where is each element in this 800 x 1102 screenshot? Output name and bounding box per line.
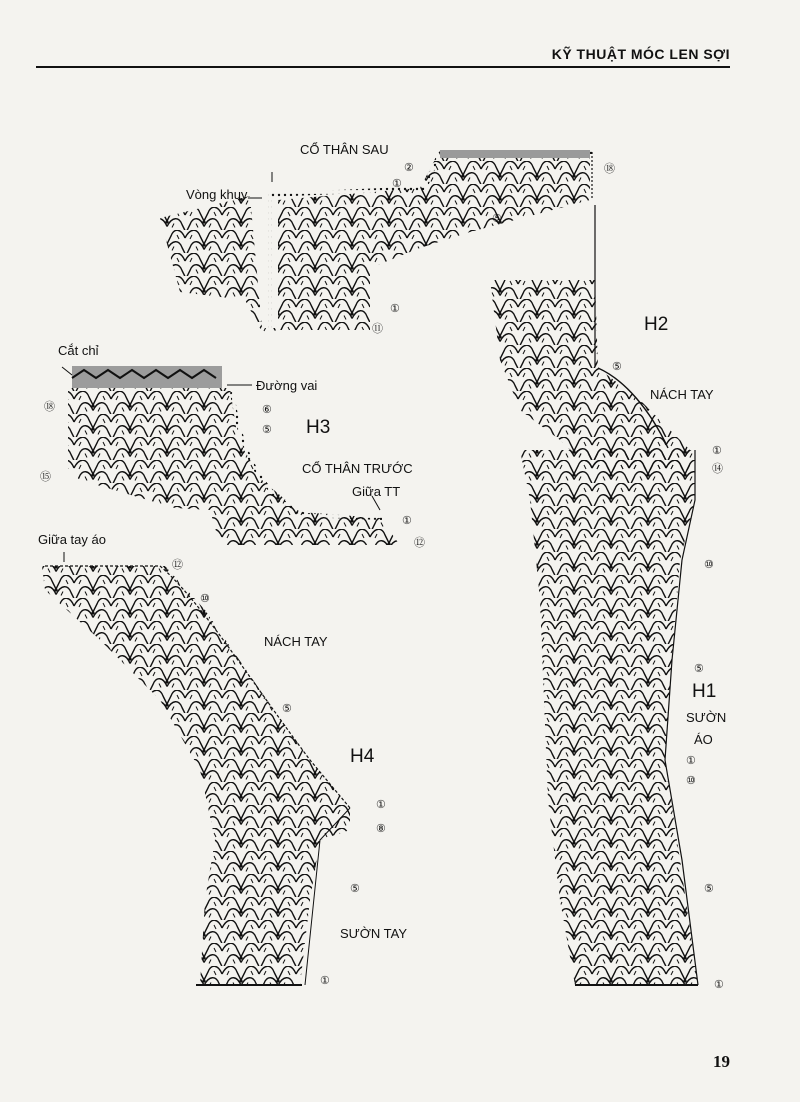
label-vong-khuy: Vòng khuy [186,187,248,202]
row-marker-sleeve-8: ⑧ [376,823,386,835]
h4-sleeve-piece [42,566,350,985]
row-marker-body-5b: ⑤ [694,663,704,675]
row-marker-body-10a: ⑩ [704,559,714,571]
row-marker-body-1c: ① [714,979,724,991]
row-marker-front-18: ⑱ [44,401,55,413]
running-header: KỸ THUẬT MÓC LEN SỢI [551,46,730,62]
row-marker-back-1b: ① [390,303,400,315]
row-marker-body-10b: ⑩ [686,775,696,787]
row-marker-sleeve-5: ⑤ [282,703,292,715]
shaded-edge [440,150,590,158]
label-suon-tay: SƯỜN TAY [340,926,408,941]
row-marker-back-11: ⑪ [372,323,383,335]
row-marker-sleeve-12: ⑫ [172,559,183,571]
row-marker-front-6: ⑥ [262,404,272,416]
label-h4: H4 [350,746,375,767]
label-giua-tay-ao: Giữa tay áo [38,532,106,547]
h3-front-piece [68,366,400,545]
row-marker-back-1: ① [392,178,402,190]
label-nach-tay-right: NÁCH TAY [650,387,714,402]
row-marker-front-1: ① [402,515,412,527]
row-marker-body-5: ⑤ [612,361,622,373]
label-co-than-sau: CỔ THÂN SAU [300,142,389,157]
label-duong-vai: Đường vai [256,378,318,393]
label-h1: H1 [692,681,717,702]
label-suon: SƯỜN [686,710,727,725]
row-marker-body-14: ⑭ [712,463,723,475]
row-marker-back-5: ⑤ [492,213,502,225]
row-marker-front-15: ⑮ [40,471,51,483]
label-ao: ÁO [694,732,713,747]
label-h2: H2 [644,314,669,335]
row-marker-sleeve-1b: ① [320,975,330,987]
h2-body-piece [490,205,690,470]
row-marker-body-1a: ① [712,445,722,457]
row-marker-back-18: ⑱ [604,163,615,175]
label-cat-chi: Cắt chỉ [58,343,99,358]
row-marker-front-12: ⑫ [414,537,425,549]
row-marker-sleeve-1a: ① [376,799,386,811]
label-nach-tay-left: NÁCH TAY [264,634,328,649]
page-number: 19 [713,1052,730,1071]
row-marker-back-2: ② [404,162,414,174]
row-marker-sleeve-10: ⑩ [200,593,210,605]
label-h3: H3 [306,417,331,438]
row-marker-body-1b: ① [686,755,696,767]
row-marker-sleeve-5b: ⑤ [350,883,360,895]
h1-body-piece [520,450,698,985]
label-co-than-truoc: CỔ THÂN TRƯỚC [302,461,413,476]
row-marker-body-5c: ⑤ [704,883,714,895]
label-giua-tt: Giữa TT [352,484,401,499]
row-marker-front-5: ⑤ [262,424,272,436]
